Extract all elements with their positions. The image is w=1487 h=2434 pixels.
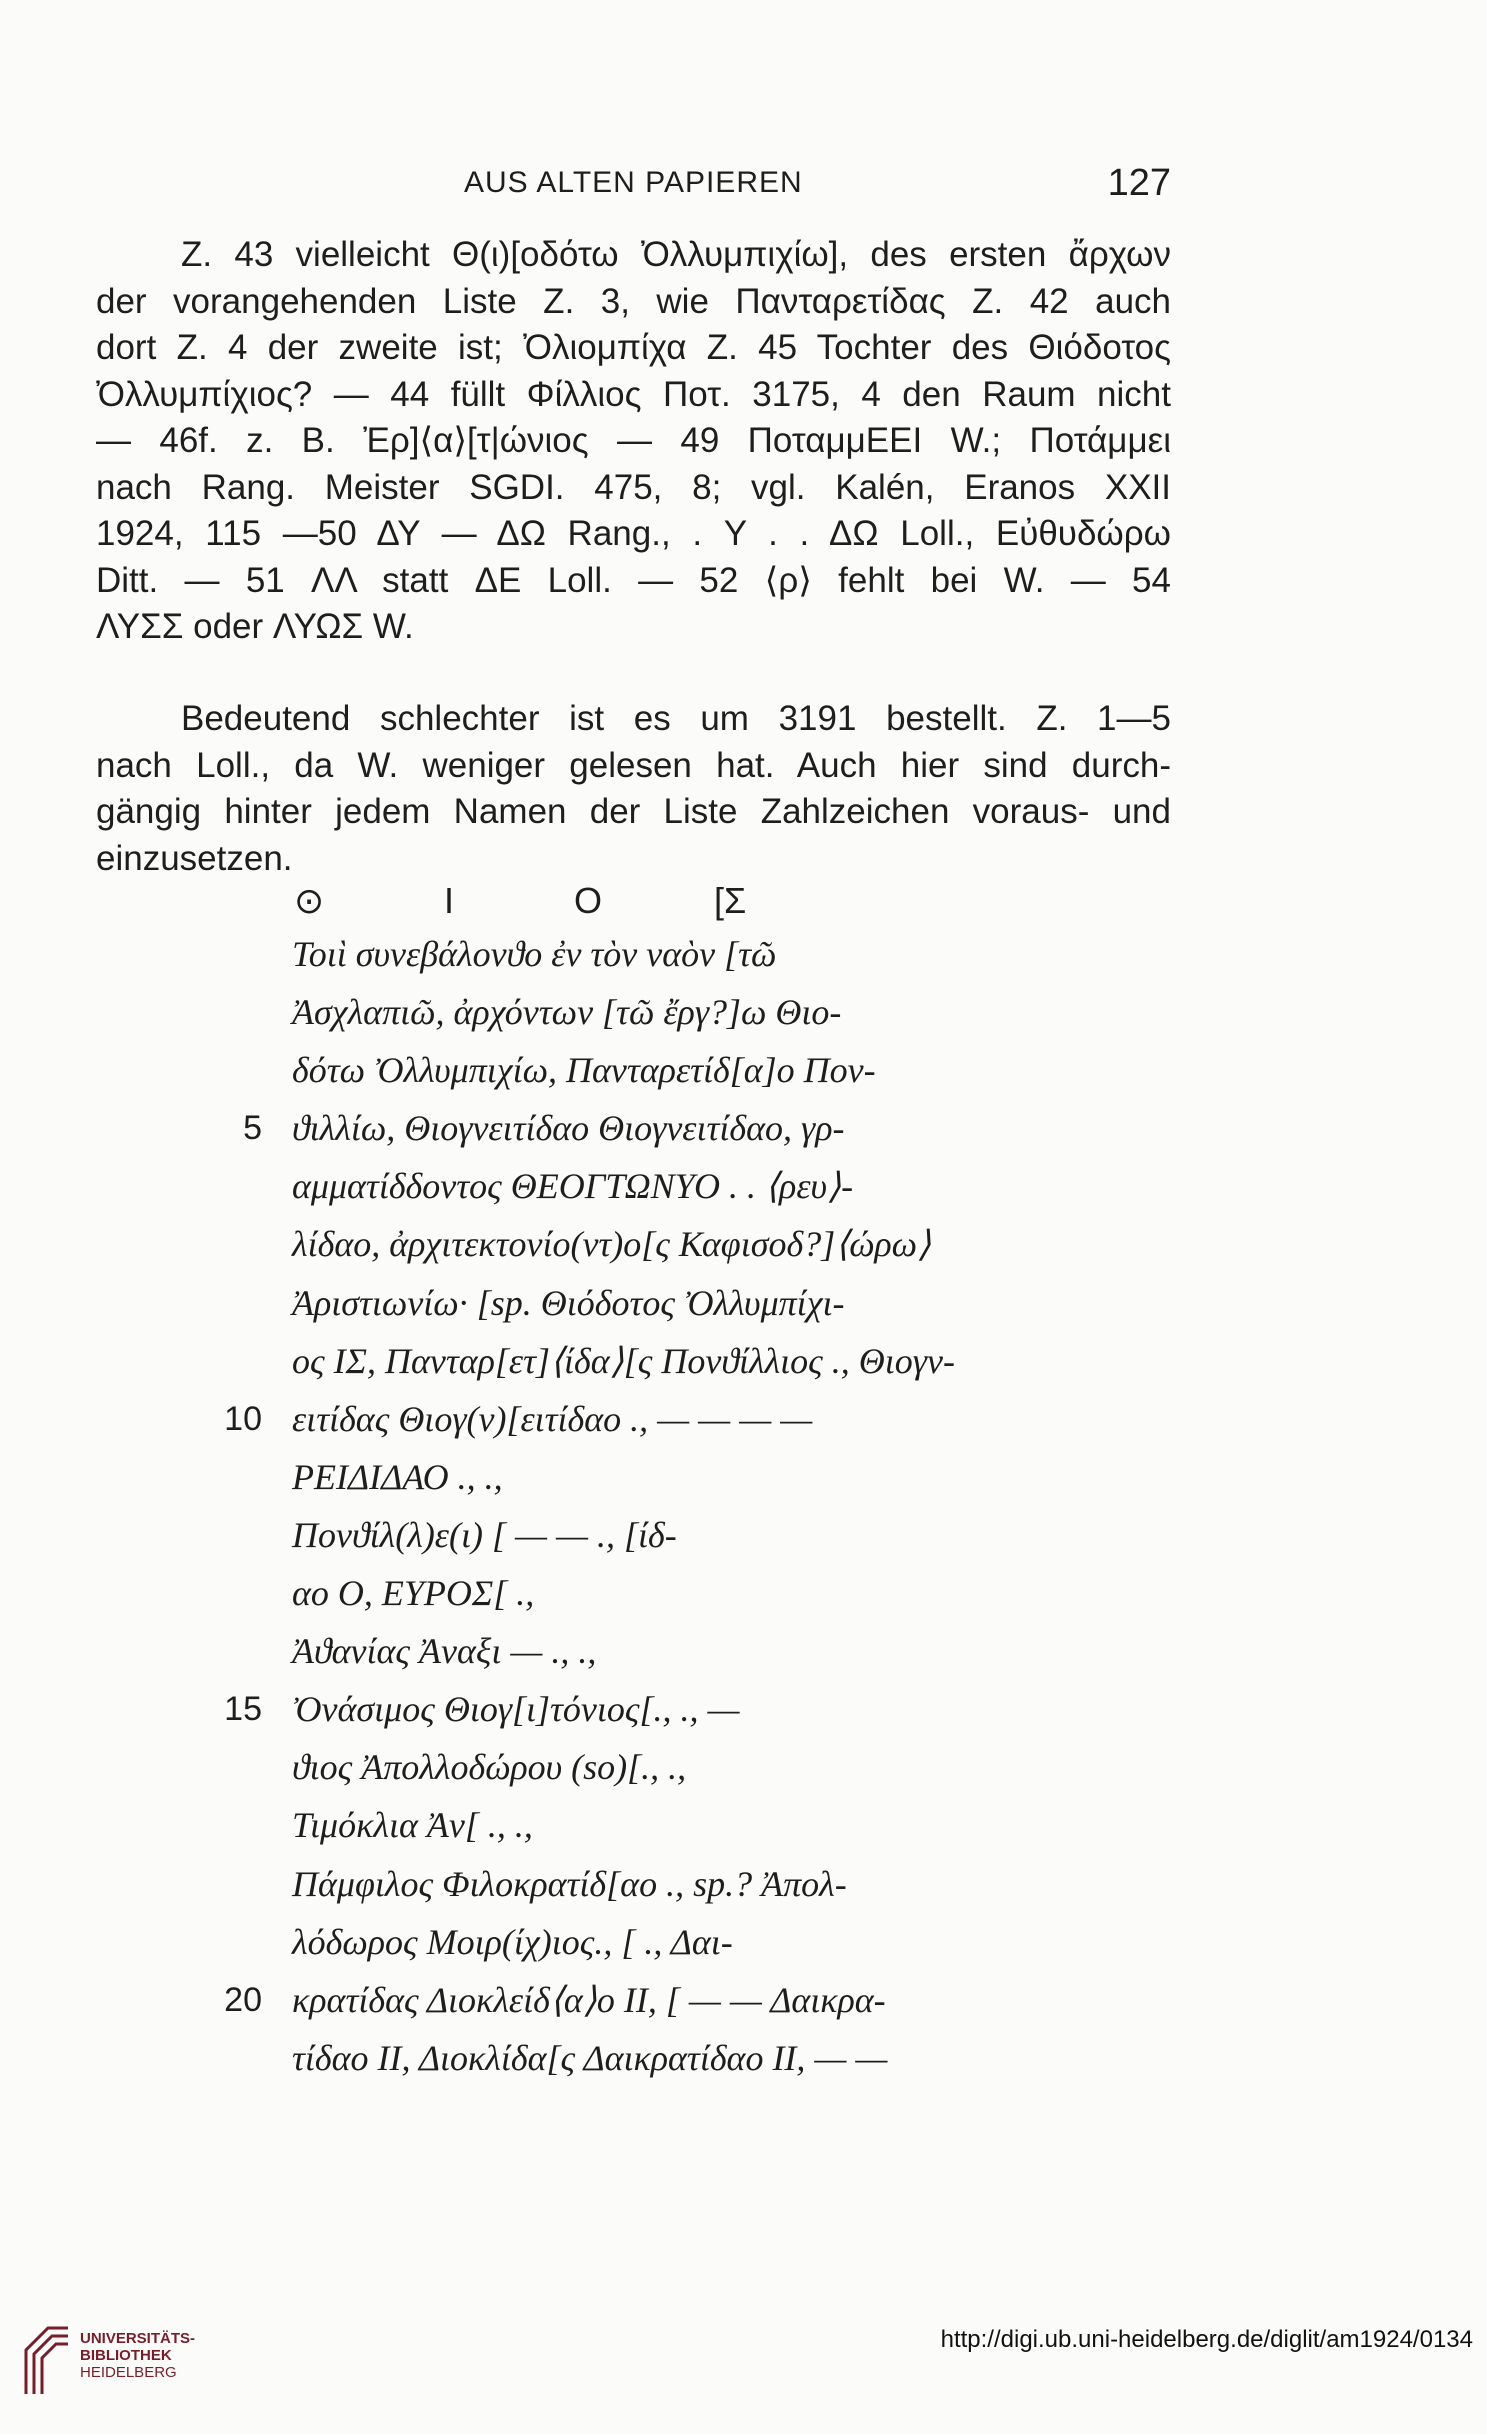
line-text: Ὀνάσιμος Θιογ[ι]τόνιος[., ., — — [292, 1689, 740, 1730]
line-text: αμματίδδοντος ΘΕΟΓΤΩΝΥΟ . . ⟨ρευ⟩- — [292, 1166, 854, 1207]
line-text: Πονϑίλ(λ)ε(ι) [ — — ., [ίδ- — [292, 1514, 677, 1555]
heading-symbol: [Σ — [714, 880, 747, 921]
inscription-line — [96, 1742, 1171, 1800]
library-name-line: HEIDELBERG — [80, 2364, 177, 2381]
line-text: αο Ο, ΕΥΡΟΣ[ ., — [292, 1573, 535, 1614]
text-line: gängig hinter jedem Namen der Liste Zahlzeichen voraus- und — [96, 792, 1171, 831]
line-text: λόδωρος Μοιρ(ίχ)ιος., [ ., Δαι- — [292, 1921, 733, 1962]
library-emblem-icon — [18, 2320, 72, 2396]
text-line: dort Z. 4 der zweite ist; Ὀλιομπίχα Z. 45 Tochter des Θιόδοτος — [96, 328, 1171, 367]
line-text: ος ΙΣ, Πανταρ[ετ]⟨ίδα⟩[ς Πονϑίλλιος ., Θιογν- — [292, 1340, 955, 1381]
inscription-line — [96, 1917, 1171, 1975]
line-text: ϑιλλίω, Θιογνειτίδαο Θιογνειτίδαο, γρ- — [292, 1108, 845, 1149]
line-text: Τιμόκλια Ἀν[ ., ., — [292, 1805, 533, 1846]
text-line: Bedeutend schlechter ist es um 3191 bestellt. Z. 1—5 — [181, 699, 1171, 738]
text-line: Ditt. — 51 ΛΛ statt ΔΕ Loll. — 52 ⟨ρ⟩ fehlt bei W. — 54 — [96, 560, 1171, 600]
source-url-link[interactable]: http://digi.ub.uni-heidelberg.de/diglit/am1924/0134 — [940, 2326, 1473, 2353]
inscription-line — [96, 1278, 1171, 1336]
inscription-line — [96, 1394, 1171, 1452]
inscription-line — [96, 987, 1171, 1045]
library-logo[interactable] — [18, 2316, 198, 2416]
text-line: Ὀλλυμπίχιος? — 44 füllt Φίλλιος Ποτ. 3175, 4 den Raum nicht — [96, 374, 1171, 414]
line-text: Πάμφιλος Φιλοκρατίδ[αο ., sp.? Ἀπολ- — [292, 1863, 847, 1904]
running-title: AUS ALTEN PAPIEREN — [464, 166, 803, 199]
inscription-line — [96, 1219, 1171, 1277]
line-number: 5 — [243, 1109, 262, 1148]
line-text: Ἀσχλαπιῶ, ἀρχόντων [τῶ ἔργ?]ω Θιο- — [292, 992, 842, 1033]
line-text: Ἀϑανίας Ἀναξι — ., ., — [292, 1631, 597, 1672]
line-number: 20 — [224, 1980, 262, 2019]
line-text: τίδαο ΙΙ, Διοκλίδα[ς Δαικρατίδαο ΙΙ, — — — [292, 2037, 888, 2078]
inscription-line — [96, 1975, 1171, 2033]
inscription-line — [96, 1626, 1171, 1684]
commentary-paragraph-2 — [96, 696, 1171, 882]
text-line: Z. 43 vielleicht Θ(ι)[οδότω Ὀλλυμπιχίω], des ersten ἄρχων — [181, 235, 1171, 274]
text-line: — 46f. z. B. Ἐρ]⟨α⟩[τ|ώνιος — 49 ΠοταμμΕΕΙ W.; Ποτάμμει — [96, 421, 1171, 460]
page-number: 127 — [1107, 162, 1171, 204]
line-text: λίδαο, ἀρχιτεκτονίο(ντ)ο[ς Καφισοδ?]⟨ώρω⟩ — [292, 1224, 932, 1265]
line-number: 10 — [224, 1399, 262, 1438]
inscription-line — [96, 1045, 1171, 1103]
line-text: Ἀριστιωνίω· [sp. Θιόδοτος Ὀλλυμπίχι- — [292, 1282, 845, 1323]
line-text: ϑιος Ἀπολλοδώρου (so)[., ., — [292, 1747, 687, 1788]
inscription-line — [96, 1336, 1171, 1394]
line-number: 15 — [224, 1690, 262, 1729]
inscription-line — [96, 1510, 1171, 1568]
library-name-line: UNIVERSITÄTS- — [80, 2330, 196, 2347]
line-text: κρατίδας Διοκλείδ⟨α⟩ο ΙΙ, [ — — Δαικρα- — [292, 1979, 886, 2020]
text-line: ΛΥΣΣ oder ΛΥΩΣ W. — [96, 607, 414, 646]
page-header — [96, 162, 1171, 212]
inscription-heading — [294, 880, 814, 926]
heading-symbol: ⊙ — [294, 880, 325, 921]
line-text: ειτίδας Θιογ(ν)[ειτίδαο ., — — — — — [292, 1398, 813, 1439]
inscription-line — [96, 929, 1171, 987]
inscription-line — [96, 2033, 1171, 2091]
inscription-line — [96, 1800, 1171, 1858]
inscription-line — [96, 1161, 1171, 1219]
text-line: einzusetzen. — [96, 838, 293, 878]
inscription-line — [96, 1103, 1171, 1161]
commentary-paragraph-1 — [96, 232, 1171, 651]
line-text: δότω Ὀλλυμπιχίω, Πανταρετίδ[α]ο Πον- — [292, 1050, 876, 1091]
text-line: der vorangehenden Liste Z. 3, wie Πανταρετίδας Z. 42 auch — [96, 281, 1171, 321]
inscription-line — [96, 1684, 1171, 1742]
inscription-line — [96, 1859, 1171, 1917]
heading-symbol: Ι — [444, 880, 455, 921]
text-line: nach Loll., da W. weniger gelesen hat. Auch hier sind durch- — [96, 745, 1171, 785]
line-text: ΡΕΙΔΙΔΑΟ ., ., — [292, 1456, 503, 1497]
line-text: Τοιὶ συνεβάλονϑο ἐν τὸν ναὸν [τῶ — [292, 934, 777, 974]
library-name-line: BIBLIOTHEK — [80, 2347, 172, 2364]
text-line: 1924, 115 —50 ΔΥ — ΔΩ Rang., . Υ . . ΔΩ Loll., Εὐθυδώρω — [96, 514, 1171, 553]
heading-symbol: Ο — [574, 880, 603, 921]
text-line: nach Rang. Meister SGDI. 475, 8; vgl. Kalén, Eranos XXII — [96, 467, 1171, 507]
inscription-line — [96, 1452, 1171, 1510]
inscription-text — [96, 929, 1171, 2091]
inscription-line — [96, 1568, 1171, 1626]
